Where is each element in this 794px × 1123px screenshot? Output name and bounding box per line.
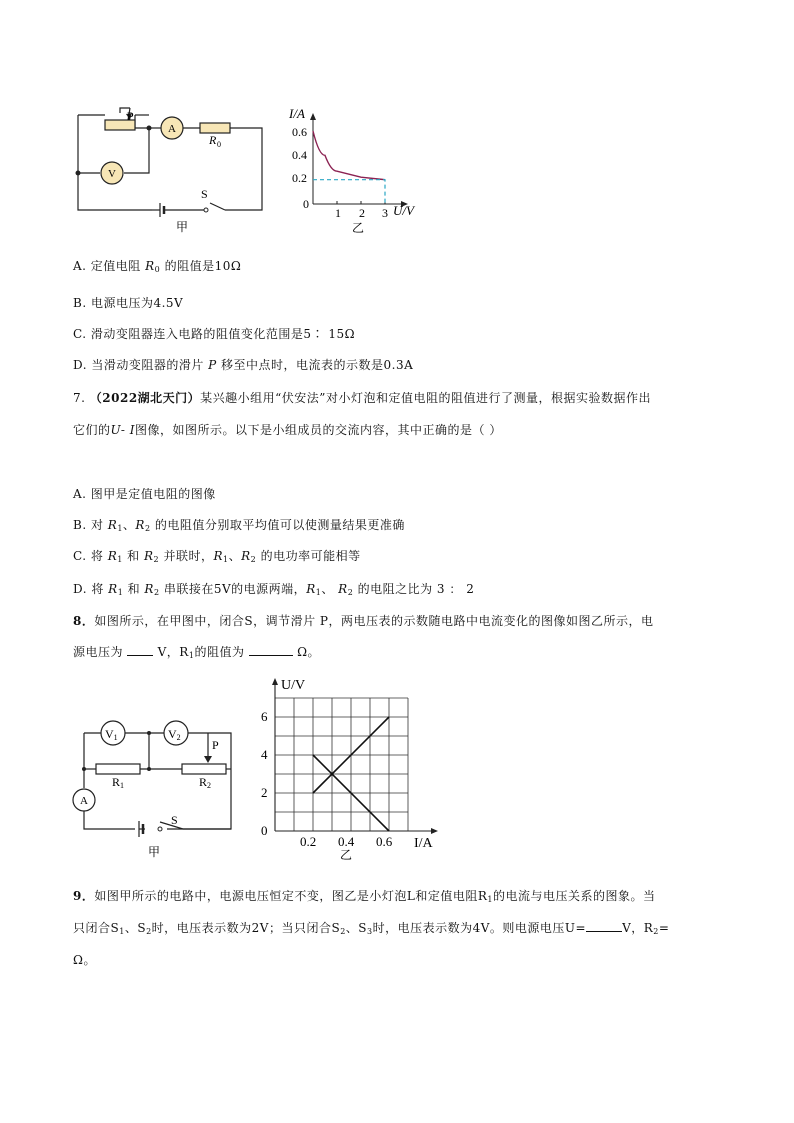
var-ui: U- I [110, 423, 136, 437]
q8-line2: 源电压为 V，$R_1$的阻值为 Ω。 [73, 645, 321, 660]
q7-option-a: A. 图甲是定值电阻的图像 [73, 487, 216, 501]
option-text: A. 定值电阻 [73, 259, 146, 273]
q6-circuit-diagram [60, 100, 280, 240]
q9-line2: 只闭合$S_1$、$S_2$时，电压表示数为2V；当只闭合$S_2$、$S_3$时，电压表示数为4V。则电源电压U= V，$R_2=$ [73, 921, 670, 936]
y-tick: 6 [261, 709, 268, 724]
q7-line1 [73, 389, 651, 406]
question-source: （2022湖北天门） [89, 391, 201, 405]
label-r0: R [209, 133, 217, 147]
svg-text:R1: R1 [112, 775, 125, 790]
x-axis-label: I/A [414, 836, 433, 851]
y-axis-arrow [310, 113, 316, 120]
question-text: 某兴趣小组用“伏安法”对小灯泡和定值电阻的阻值进行了测量，根据实验数据作出 [200, 391, 651, 405]
q9-line3: Ω。 [73, 953, 96, 967]
r0-resistor [200, 123, 230, 133]
y-axis-arrow [272, 678, 278, 685]
y-tick: 2 [261, 785, 268, 800]
label-s: S [171, 813, 178, 827]
svg-text:R2: R2 [199, 775, 212, 790]
x-tick: 0.4 [338, 834, 355, 849]
q7-line2 [73, 421, 502, 438]
label-a: A [168, 123, 176, 135]
switch-contact [158, 827, 162, 831]
answer-blank[interactable] [127, 644, 153, 656]
caption-yi: 乙 [340, 848, 353, 860]
answer-blank[interactable] [586, 920, 622, 932]
q6-iu-graph [285, 100, 435, 240]
x-tick: 0.2 [300, 834, 317, 849]
y-axis-label: U/V [281, 678, 306, 693]
svg-text:I/A [288, 106, 305, 121]
subscript: 0 [154, 265, 161, 274]
wire-right [225, 128, 262, 210]
x-axis-label: U/V [393, 203, 414, 218]
q7-option-d: D. 将 $R_1$ 和 $R_2$ 串联接在5V的电源两端，$R_1$、 $R_2$ 的电阻之比为 3 ： 2 [73, 582, 475, 597]
label-p: P [212, 738, 219, 752]
answer-blank[interactable] [249, 644, 293, 656]
switch-contact [204, 208, 208, 212]
question-number: 8． [73, 614, 95, 628]
label-a: A [80, 795, 88, 807]
x-tick: 1 [335, 206, 341, 220]
x-axis-arrow [431, 828, 438, 834]
x-tick: 3 [382, 206, 388, 220]
q6-option-c: C. 滑动变阻器连入电路的阻值变化范围是5∶ 15Ω [73, 327, 356, 341]
junction-dot [147, 767, 151, 771]
resistor-r2 [182, 764, 226, 774]
label-r0-sub: 0 [217, 140, 221, 149]
svg-text:V1: V1 [105, 727, 118, 742]
question-text: 它们的 [73, 423, 111, 437]
option-text: 的阻值是10Ω [160, 259, 242, 273]
slider-arrowhead [204, 756, 212, 763]
junction-dot [147, 126, 152, 131]
y-tick: 0.2 [292, 171, 307, 185]
y-axis-label: I/A [289, 106, 305, 121]
q6-option-d [73, 356, 413, 373]
question-text: 图像，如图所示。以下是小组成员的交流内容，其中正确的是（ ） [135, 423, 502, 437]
dashed-guide-series [313, 180, 385, 204]
question-text: 如图所示，在甲图中，闭合S，调节滑片 P，两电压表的示数随电路中电流变化的图像如图乙所示，电 [94, 614, 654, 628]
q8-circuit-diagram [65, 710, 245, 860]
y-tick: 4 [261, 747, 268, 762]
label-p: P [127, 109, 134, 123]
q9-line1: 9．如图甲所示的电路中，电源电压恒定不变，图乙是小灯泡L和定值电阻$R_1$的电流与电压关系的图象。当 [73, 889, 656, 904]
question-number: 9． [73, 889, 95, 903]
option-text: D. 当滑动变阻器的滑片 [73, 358, 209, 372]
y-tick: 0 [303, 197, 309, 211]
y-tick: 0.4 [292, 148, 307, 162]
option-text: 移至中点时，电流表的示数是0.3A [216, 358, 414, 372]
question-number: 7. [73, 391, 90, 405]
caption-jia: 甲 [148, 845, 161, 859]
q6-option-b: B. 电源电压为4.5V [73, 296, 184, 310]
caption-yi: 乙 [352, 221, 365, 235]
x-tick: 0.6 [376, 834, 393, 849]
y-tick: 0 [261, 823, 268, 838]
q6-option-a [73, 257, 241, 274]
svg-text:V2: V2 [168, 727, 181, 742]
junction-dot [76, 171, 81, 176]
q8-ui-graph [245, 675, 445, 860]
label-v: V [108, 168, 116, 180]
q7-option-b: B. 对 $R_1$、$R_2$ 的电阻值分别取平均值可以使测量结果更准确 [73, 518, 405, 533]
x-tick: 2 [359, 206, 365, 220]
var-p: P [208, 358, 217, 372]
svg-text:U/V [393, 203, 416, 218]
label-s: S [201, 187, 208, 201]
resistor-r1 [96, 764, 140, 774]
junction-dot [147, 731, 151, 735]
junction-dot [82, 767, 86, 771]
caption-jia: 甲 [176, 220, 189, 234]
y-tick: 0.6 [292, 125, 307, 139]
q8-line1 [73, 612, 653, 629]
q7-option-c: C. 将 $R_1$ 和 $R_2$ 并联时，$R_1$、$R_2$ 的电功率可能相等 [73, 549, 361, 564]
iu-curve-series [313, 131, 385, 180]
var-r: R [145, 259, 155, 273]
